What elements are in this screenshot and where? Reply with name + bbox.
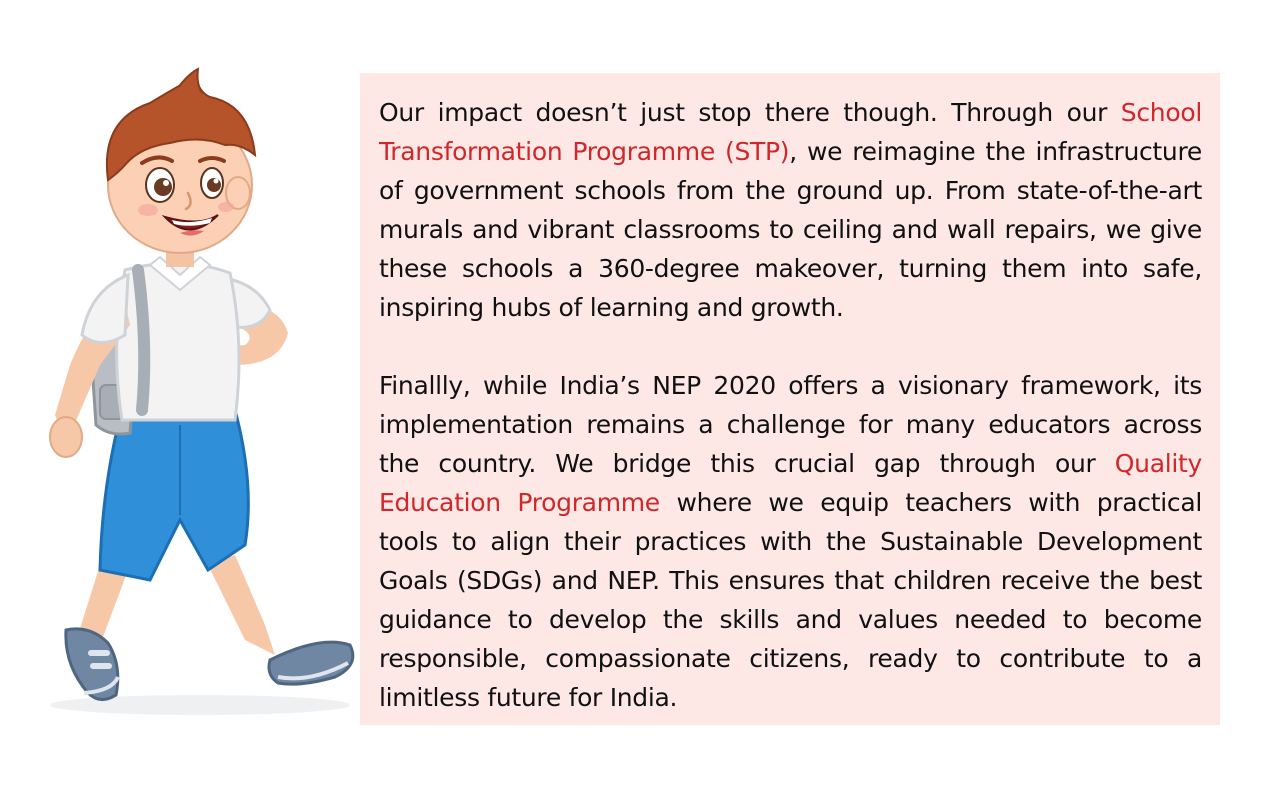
paragraph-text: , we reimagine the infrastructure of government schools from the ground up. From state-of-the-art murals and vibrant classrooms to ceiling and wall repairs, we give these schools a 360-degree makeover, turning them into safe, inspiring hubs of learning and growth. bbox=[379, 137, 1202, 322]
paragraph-school-transformation bbox=[379, 93, 1202, 327]
paragraph-text: Our impact doesn’t just stop there though. Through our bbox=[379, 98, 1121, 127]
stp-programme-highlight: School Transformation Programme (STP) bbox=[379, 98, 1202, 166]
paragraph-text: where we equip teachers with practical tools to align their practices with the Sustainable Development Goals (SDGs) and NEP. This ensures that children receive the best guidance to develop the skills and values needed to become responsible, compassionate citizens, ready to contribute to a limitless future for India. bbox=[379, 488, 1202, 712]
paragraph-text: Finallly, while India’s NEP 2020 offers a visionary framework, its implementation remains a challenge for many educators across the country. We bridge this crucial gap through our bbox=[379, 371, 1202, 478]
text-panel bbox=[360, 73, 1220, 725]
quality-education-programme-highlight: Quality Education Programme bbox=[379, 449, 1202, 517]
schoolboy-walking-illustration bbox=[30, 65, 370, 725]
paragraph-quality-education bbox=[379, 366, 1202, 717]
